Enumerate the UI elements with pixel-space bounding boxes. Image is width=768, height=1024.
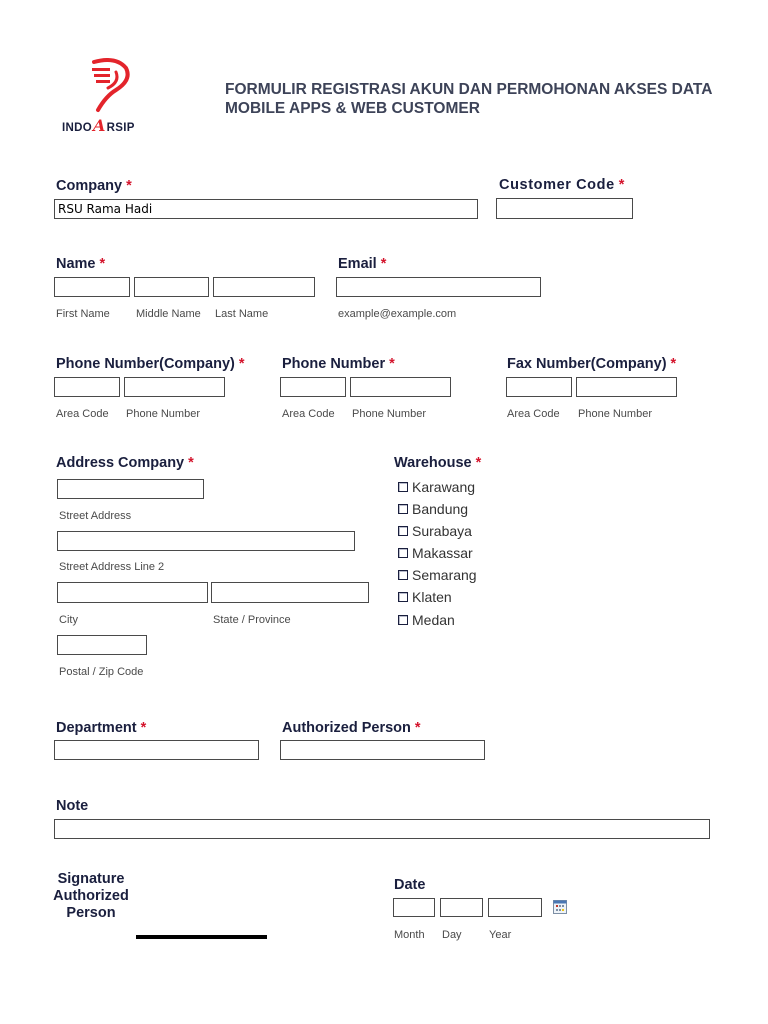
warehouse-option-label: Karawang	[412, 479, 476, 495]
checkbox[interactable]	[398, 570, 408, 580]
required-marker: *	[99, 256, 106, 272]
signature-pad[interactable]	[136, 935, 267, 939]
authorized-person-label: Authorized Person *	[282, 720, 421, 736]
checkbox[interactable]	[398, 504, 408, 514]
email-sublabel: example@example.com	[338, 308, 457, 320]
checkbox[interactable]	[398, 526, 408, 536]
phone-company-area-sublabel: Area Code	[56, 408, 109, 420]
warehouse-option-karawang[interactable]	[398, 477, 475, 497]
required-marker: *	[126, 178, 132, 194]
last-name-input[interactable]	[213, 277, 315, 297]
department-input[interactable]	[54, 740, 259, 760]
first-name-input[interactable]	[54, 277, 130, 297]
warehouse-option-label: Semarang	[412, 567, 477, 583]
state-province-sublabel: State / Province	[213, 614, 291, 626]
postal-code-sublabel: Postal / Zip Code	[59, 666, 144, 678]
phone-number-sublabel: Phone Number	[352, 408, 426, 420]
required-marker: *	[389, 356, 395, 372]
date-label: Date	[394, 877, 426, 893]
required-marker: *	[670, 356, 677, 372]
middle-name-sublabel: Middle Name	[136, 308, 201, 320]
required-marker: *	[618, 177, 626, 193]
date-month-sublabel: Month	[394, 929, 425, 941]
date-day-sublabel: Day	[442, 929, 462, 941]
date-month-input[interactable]	[393, 898, 435, 917]
phone-company-number-sublabel: Phone Number	[126, 408, 200, 420]
checkbox[interactable]	[398, 482, 408, 492]
note-input[interactable]	[54, 819, 710, 839]
checkbox[interactable]	[398, 592, 408, 602]
logo-swoosh-icon	[58, 58, 148, 114]
company-label: Company *	[56, 178, 132, 194]
logo-text-mark: A	[92, 116, 106, 135]
checkbox[interactable]	[398, 548, 408, 558]
warehouse-option-semarang[interactable]	[398, 565, 477, 585]
required-marker: *	[414, 720, 421, 736]
warehouse-option-label: Makassar	[412, 545, 473, 561]
address-label: Address Company *	[56, 455, 194, 471]
phone-area-input[interactable]	[280, 377, 346, 397]
street-address-line2-input[interactable]	[57, 531, 355, 551]
street-address-sublabel: Street Address	[59, 510, 132, 522]
authorized-person-input[interactable]	[280, 740, 485, 760]
required-marker: *	[380, 256, 387, 272]
warehouse-option-makassar[interactable]	[398, 543, 473, 563]
city-sublabel: City	[59, 614, 78, 626]
warehouse-option-label: Medan	[412, 612, 455, 628]
warehouse-label: Warehouse *	[394, 455, 482, 471]
fax-company-area-input[interactable]	[506, 377, 572, 397]
required-marker: *	[188, 455, 194, 471]
fax-company-number-sublabel: Phone Number	[578, 408, 652, 420]
last-name-sublabel: Last Name	[215, 308, 269, 320]
phone-area-sublabel: Area Code	[282, 408, 335, 420]
warehouse-option-surabaya[interactable]	[398, 521, 472, 541]
date-day-input[interactable]	[440, 898, 483, 917]
phone-company-label: Phone Number(Company) *	[56, 356, 245, 372]
email-input[interactable]	[336, 277, 541, 297]
page-title-line1: FORMULIR REGISTRASI AKUN DAN PERMOHONAN AKSES DATA	[225, 81, 713, 98]
warehouse-option-label: Klaten	[412, 589, 452, 605]
phone-number-input[interactable]	[350, 377, 451, 397]
warehouse-option-medan[interactable]	[398, 610, 455, 630]
first-name-sublabel: First Name	[56, 308, 110, 320]
warehouse-option-bandung[interactable]	[398, 499, 468, 519]
warehouse-option-label: Surabaya	[412, 523, 472, 539]
required-marker: *	[238, 356, 245, 372]
page-title-line2: MOBILE APPS & WEB CUSTOMER	[225, 100, 480, 117]
calendar-icon[interactable]	[553, 900, 567, 914]
warehouse-option-klaten[interactable]	[398, 587, 452, 607]
company-input[interactable]: RSU Rama Hadi	[54, 199, 478, 219]
city-input[interactable]	[57, 582, 208, 603]
note-label: Note	[56, 798, 89, 814]
phone-company-area-input[interactable]	[54, 377, 120, 397]
required-marker: *	[140, 720, 147, 736]
name-label: Name *	[56, 256, 106, 272]
department-label: Department *	[56, 720, 147, 736]
postal-code-input[interactable]	[57, 635, 147, 655]
logo-text-right: RSIP	[106, 122, 135, 134]
fax-company-number-input[interactable]	[576, 377, 677, 397]
required-marker: *	[475, 455, 482, 471]
street-address-line2-sublabel: Street Address Line 2	[59, 561, 165, 573]
page-title	[225, 80, 725, 118]
phone-company-number-input[interactable]	[124, 377, 225, 397]
brand-logo	[58, 58, 148, 134]
email-label: Email *	[338, 256, 387, 272]
middle-name-input[interactable]	[134, 277, 209, 297]
fax-company-area-sublabel: Area Code	[507, 408, 560, 420]
state-province-input[interactable]	[211, 582, 369, 603]
customer-code-input[interactable]	[496, 198, 633, 219]
signature-label: Signature Authorized Person	[53, 871, 129, 921]
date-year-sublabel: Year	[489, 929, 512, 941]
customer-code-label: Customer Code *	[499, 177, 626, 193]
fax-company-label: Fax Number(Company) *	[507, 356, 677, 372]
phone-label: Phone Number *	[282, 356, 395, 372]
warehouse-option-label: Bandung	[412, 501, 469, 517]
logo-text-left: INDO	[62, 122, 92, 134]
checkbox[interactable]	[398, 615, 408, 625]
date-year-input[interactable]	[488, 898, 542, 917]
street-address-input[interactable]	[57, 479, 204, 499]
